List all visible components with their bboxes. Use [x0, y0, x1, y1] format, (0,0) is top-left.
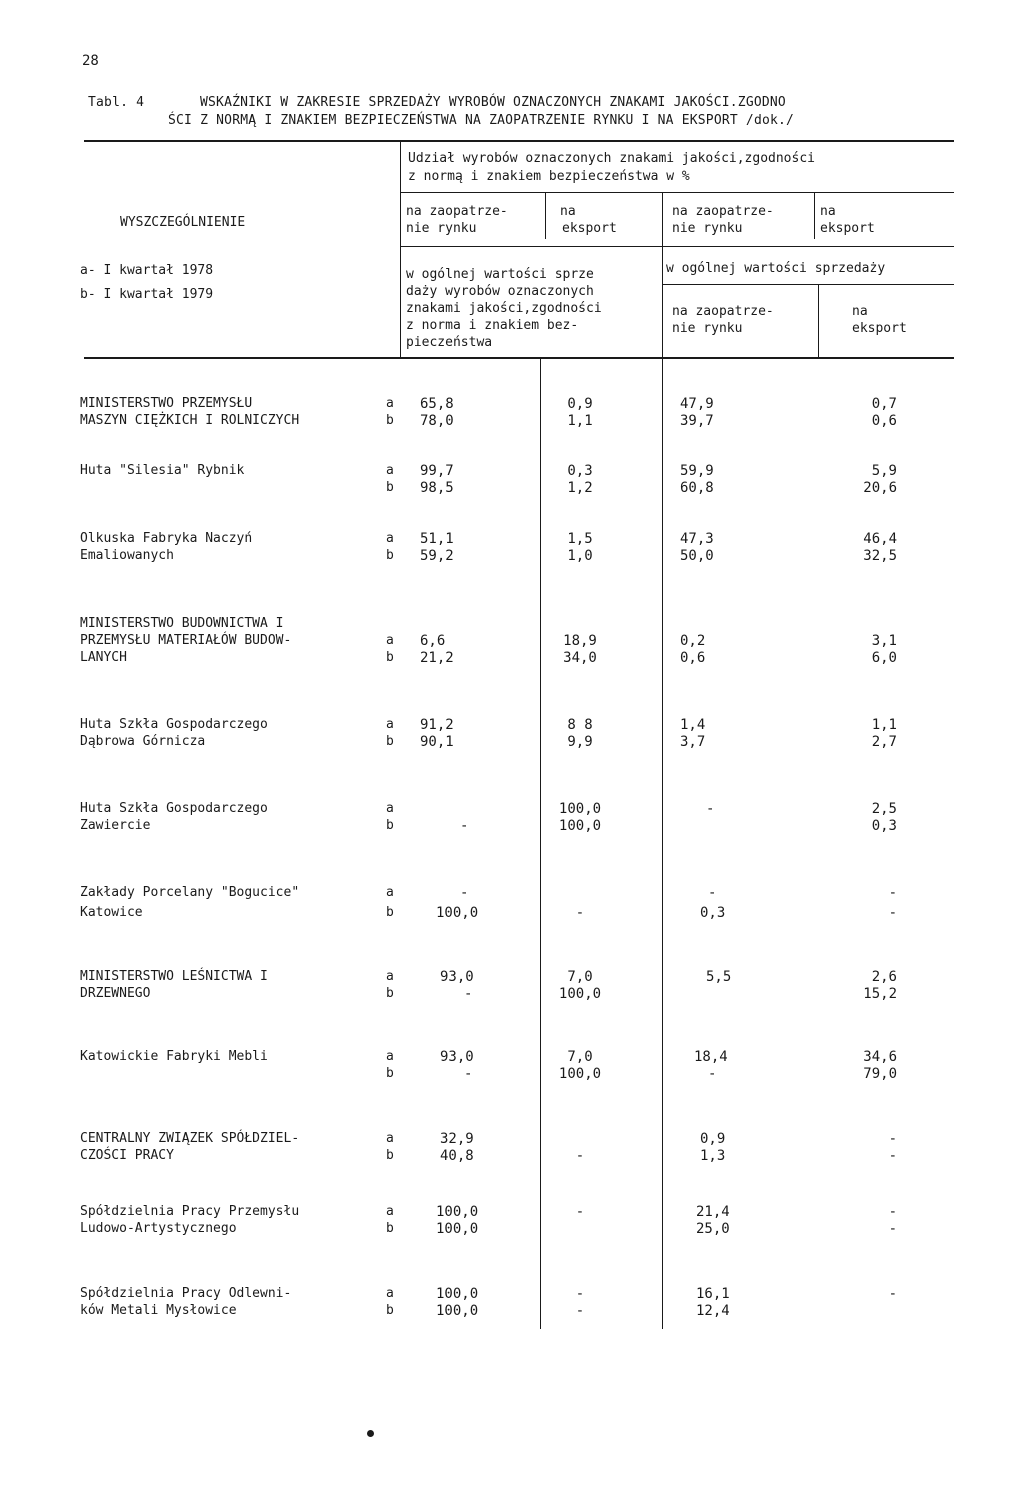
cell-col3: 60,8 — [680, 480, 714, 496]
col3-heading-line-2: nie rynku — [672, 221, 743, 236]
row-period-a: a — [386, 1286, 394, 1301]
stub-label: WYSZCZEGÓLNIENIE — [120, 215, 246, 230]
cell-col1: 100,0 — [436, 1204, 479, 1220]
cell-col3: 39,7 — [680, 413, 714, 429]
cell-col3: 12,4 — [696, 1303, 730, 1319]
cell-col4: 2,7 — [871, 734, 897, 750]
row-name-line: DRZEWNEGO — [80, 986, 151, 1001]
cell-col4: 2,6 — [871, 969, 897, 985]
cell-col3: 21,4 — [696, 1204, 730, 1220]
cell-col4: 1,1 — [871, 717, 897, 733]
group-heading-line-1: Udział wyrobów oznaczonych znakami jakości,zgodności — [408, 151, 815, 166]
header-mid-rule — [400, 246, 954, 247]
row-period-a: a — [386, 1204, 394, 1219]
row-name-line: MINISTERSTWO LEŚNICTWA I — [80, 969, 268, 984]
header-top-rule — [84, 140, 954, 142]
cell-col1: - — [460, 885, 469, 901]
cell-col1: 100,0 — [436, 1303, 479, 1319]
row-name-line: Spółdzielnia Pracy Przemysłu — [80, 1204, 300, 1219]
cell-col3: - — [708, 1066, 717, 1082]
row-name-line: Huta Szkła Gospodarczego — [80, 801, 268, 816]
sub-heading-right-col1-line-1: na zaopatrze- — [672, 304, 774, 319]
cell-col3: 47,9 — [680, 396, 714, 412]
col4-heading-line-1: na — [820, 204, 836, 219]
cell-col1: 65,8 — [420, 396, 454, 412]
col2-heading-line-1: na — [560, 204, 576, 219]
cell-col3: 1,3 — [700, 1148, 726, 1164]
cell-col1: 98,5 — [420, 480, 454, 496]
sub-heading-right-col2-line-2: eksport — [852, 321, 907, 336]
cell-col3: 0,2 — [680, 633, 706, 649]
cell-col1: 32,9 — [440, 1131, 474, 1147]
cell-col4: - — [888, 1131, 897, 1147]
row-name-line: Katowickie Fabryki Mebli — [80, 1049, 268, 1064]
cell-col4: 32,5 — [863, 548, 897, 564]
row-period-b: b — [386, 818, 394, 833]
row-name-line: Spółdzielnia Pracy Odlewni- — [80, 1286, 292, 1301]
page-number: 28 — [82, 53, 99, 69]
row-name-line: Huta Szkła Gospodarczego — [80, 717, 268, 732]
cell-col4: - — [888, 1221, 897, 1237]
title-line-1: WSKAŹNIKI W ZAKRESIE SPRZEDAŻY WYROBÓW OZNACZONYCH ZNAKAMI JAKOŚCI.ZGODNO — [200, 95, 786, 110]
cell-col4: 2,5 — [871, 801, 897, 817]
cell-col4: 0,7 — [871, 396, 897, 412]
sub-heading-left-line: daży wyrobów oznaczonych — [406, 284, 594, 299]
cell-col2: 7,0 — [567, 1049, 593, 1065]
row-name-line: Emaliowanych — [80, 548, 174, 563]
cell-col3: - — [706, 801, 715, 817]
cell-col2: - — [575, 1303, 585, 1319]
cell-col4: 3,1 — [871, 633, 897, 649]
sub-heading-left-line: z norma i znakiem bez- — [406, 318, 579, 333]
row-name-line: MINISTERSTWO BUDOWNICTWA I — [80, 616, 284, 631]
row-name-line: MINISTERSTWO PRZEMYSŁU — [80, 396, 253, 411]
body-divider-col2 — [540, 359, 541, 1329]
cell-col4: 6,0 — [871, 650, 897, 666]
row-period-a: a — [386, 531, 394, 546]
cell-col3: 50,0 — [680, 548, 714, 564]
row-period-a: a — [386, 1131, 394, 1146]
row-period-b: b — [386, 1148, 394, 1163]
cell-col1: 93,0 — [440, 969, 474, 985]
table-label: Tabl. 4 — [88, 95, 145, 110]
cell-col2: 0,3 — [567, 463, 593, 479]
row-period-b: b — [386, 480, 394, 495]
sub-heading-left-line: pieczeństwa — [406, 335, 493, 350]
cell-col4: 46,4 — [863, 531, 897, 547]
cell-col3: 16,1 — [696, 1286, 730, 1302]
col1-heading-line-2: nie rynku — [406, 221, 477, 236]
cell-col4: 34,6 — [863, 1049, 897, 1065]
cell-col4: 79,0 — [863, 1066, 897, 1082]
stub-period-b: b- I kwartał 1979 — [80, 287, 214, 302]
cell-col1: 6,6 — [420, 633, 446, 649]
row-period-b: b — [386, 548, 394, 563]
cell-col1: 78,0 — [420, 413, 454, 429]
group-heading-line-2: z normą i znakiem bezpieczeństwa w % — [408, 169, 690, 184]
row-name-line: MASZYN CIĘŻKICH I ROLNICZYCH — [80, 413, 300, 428]
row-name-line: Ludowo-Artystycznego — [80, 1221, 237, 1236]
cell-col1: - — [464, 1066, 473, 1082]
row-name-line: Zakłady Porcelany "Bogucice" — [80, 885, 300, 900]
cell-col3: 0,6 — [680, 650, 706, 666]
cell-col4: 5,9 — [871, 463, 897, 479]
body-divider-col3 — [662, 359, 663, 1329]
cell-col2: - — [575, 1286, 585, 1302]
cell-col2: 7,0 — [567, 969, 593, 985]
row-name-line: CZOŚCI PRACY — [80, 1148, 174, 1163]
cell-col1: 93,0 — [440, 1049, 474, 1065]
row-period-b: b — [386, 413, 394, 428]
header-divider-stub — [400, 142, 401, 357]
cell-col1: 91,2 — [420, 717, 454, 733]
row-period-b: b — [386, 1221, 394, 1236]
row-name-line: CENTRALNY ZWIĄZEK SPÓŁDZIEL- — [80, 1131, 300, 1146]
cell-col1: 21,2 — [420, 650, 454, 666]
cell-col1: 40,8 — [440, 1148, 474, 1164]
row-period-b: b — [386, 734, 394, 749]
header-right-sub-rule — [662, 284, 954, 285]
row-period-b: b — [386, 986, 394, 1001]
table-title — [88, 94, 968, 130]
row-period-a: a — [386, 1049, 394, 1064]
cell-col1: 51,1 — [420, 531, 454, 547]
cell-col2: 34,0 — [563, 650, 597, 666]
sub-heading-right: w ogólnej wartości sprzedaży — [666, 261, 886, 276]
header-divider-right-sub — [818, 285, 819, 357]
cell-col2: 9,9 — [567, 734, 593, 750]
col3-heading-line-1: na zaopatrze- — [672, 204, 774, 219]
cell-col3: - — [708, 885, 717, 901]
header-divider-col4 — [814, 193, 815, 239]
cell-col2: - — [575, 1148, 585, 1164]
cell-col4: 0,3 — [871, 818, 897, 834]
cell-col1: 100,0 — [436, 1221, 479, 1237]
cell-col1: 59,2 — [420, 548, 454, 564]
cell-col4: 20,6 — [863, 480, 897, 496]
scan-speck — [367, 1430, 374, 1437]
cell-col1: - — [460, 818, 469, 834]
cell-col1: 90,1 — [420, 734, 454, 750]
row-period-a: a — [386, 463, 394, 478]
cell-col4: 0,6 — [871, 413, 897, 429]
cell-col3: 25,0 — [696, 1221, 730, 1237]
stub-period-a: a- I kwartał 1978 — [80, 263, 214, 278]
cell-col2: - — [575, 1204, 585, 1220]
cell-col4: - — [888, 1148, 897, 1164]
sub-heading-right-col1-line-2: nie rynku — [672, 321, 743, 336]
cell-col3: 0,3 — [700, 905, 726, 921]
cell-col2: - — [575, 905, 585, 921]
cell-col1: 100,0 — [436, 1286, 479, 1302]
cell-col1: 100,0 — [436, 905, 479, 921]
cell-col2: 100,0 — [558, 1066, 602, 1082]
col2-heading-line-2: eksport — [562, 221, 617, 236]
cell-col4: - — [888, 905, 897, 921]
row-period-a: a — [386, 396, 394, 411]
row-period-a: a — [386, 969, 394, 984]
cell-col2: 100,0 — [558, 818, 602, 834]
cell-col4: - — [888, 1204, 897, 1220]
title-line-2: ŚCI Z NORMĄ I ZNAKIEM BEZPIECZEŃSTWA NA ZAOPATRZENIE RYNKU I NA EKSPORT /dok./ — [168, 113, 795, 128]
row-name-line: Huta "Silesia" Rybnik — [80, 463, 245, 478]
header-divider-col2 — [545, 193, 546, 239]
row-period-a: a — [386, 633, 394, 648]
cell-col3: 5,5 — [706, 969, 732, 985]
cell-col3: 3,7 — [680, 734, 706, 750]
cell-col2: 1,2 — [567, 480, 593, 496]
header-bottom-rule — [84, 357, 954, 359]
col4-heading-line-2: eksport — [820, 221, 875, 236]
row-period-a: a — [386, 885, 394, 900]
cell-col2: 1,1 — [567, 413, 593, 429]
header-group-rule — [400, 192, 954, 193]
cell-col3: 1,4 — [680, 717, 706, 733]
row-period-b: b — [386, 650, 394, 665]
sub-heading-left-line: znakami jakości,zgodności — [406, 301, 602, 316]
cell-col3: 59,9 — [680, 463, 714, 479]
sub-heading-right-col2-line-1: na — [852, 304, 868, 319]
row-name-line: ków Metali Mysłowice — [80, 1303, 237, 1318]
row-name-line: LANYCH — [80, 650, 127, 665]
cell-col2: 100,0 — [558, 986, 602, 1002]
cell-col4: - — [888, 1286, 897, 1302]
cell-col4: - — [888, 885, 897, 901]
cell-col2: 100,0 — [558, 801, 602, 817]
row-name-line: Katowice — [80, 905, 143, 920]
row-name-line: Dąbrowa Górnicza — [80, 734, 206, 749]
row-period-a: a — [386, 717, 394, 732]
sub-heading-left-line: w ogólnej wartości sprze — [406, 267, 594, 282]
cell-col3: 0,9 — [700, 1131, 726, 1147]
col1-heading-line-1: na zaopatrze- — [406, 204, 508, 219]
cell-col3: 18,4 — [694, 1049, 728, 1065]
cell-col2: 18,9 — [563, 633, 597, 649]
cell-col2: 1,0 — [567, 548, 593, 564]
cell-col2: 0,9 — [567, 396, 593, 412]
row-name-line: Zawiercie — [80, 818, 151, 833]
cell-col2: 8 8 — [567, 717, 593, 733]
cell-col1: - — [464, 986, 473, 1002]
cell-col1: 99,7 — [420, 463, 454, 479]
row-name-line: PRZEMYSŁU MATERIAŁÓW BUDOW- — [80, 633, 292, 648]
row-period-a: a — [386, 801, 394, 816]
cell-col2: 1,5 — [567, 531, 593, 547]
row-period-b: b — [386, 905, 394, 920]
cell-col3: 47,3 — [680, 531, 714, 547]
cell-col4: 15,2 — [863, 986, 897, 1002]
row-period-b: b — [386, 1303, 394, 1318]
row-name-line: Olkuska Fabryka Naczyń — [80, 531, 253, 546]
header-divider-col3 — [662, 193, 663, 357]
row-period-b: b — [386, 1066, 394, 1081]
